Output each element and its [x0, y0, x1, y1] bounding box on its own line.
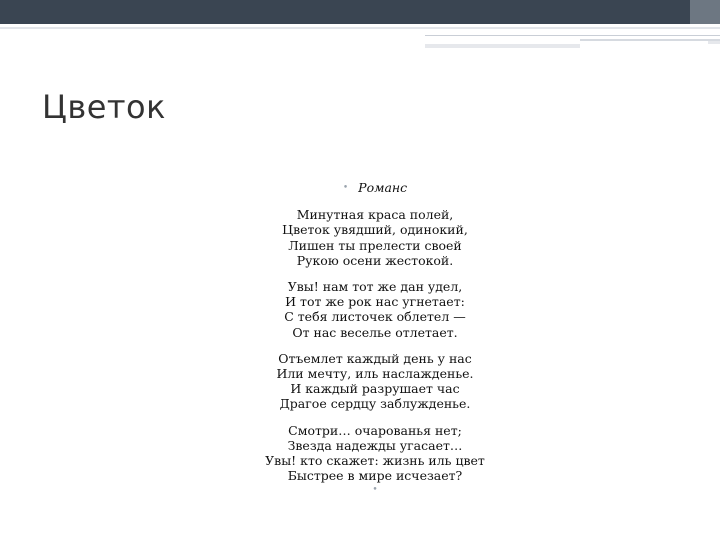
stanza — [220, 279, 530, 340]
poem-line: Лишен ты прелести своей — [288, 237, 462, 253]
poem-line: Увы! кто скажет: жизнь иль цвет — [265, 453, 485, 469]
stanza — [220, 351, 530, 412]
poem-line: Минутная краса полей, — [296, 207, 454, 223]
poem-line: Цветок увядший, одинокий, — [282, 222, 468, 238]
poem-line: И тот же рок нас угнетает: — [285, 294, 465, 310]
poem-heading — [220, 180, 530, 196]
poem-line: Звезда надежды угасает… — [287, 437, 463, 453]
poem-line: Драгое сердцу заблужденье. — [279, 396, 471, 412]
poem-line: Смотри… очарованья нет; — [288, 422, 462, 438]
poem-line: Отъемлет каждый день у нас — [278, 350, 472, 366]
slide-title: Цветок — [42, 88, 166, 126]
poem-line: С тебя листочек облетел — — [284, 309, 466, 325]
poem-line: Увы! нам тот же дан удел, — [287, 279, 463, 295]
poem-heading-text: Романс — [358, 180, 408, 195]
poem-line: И каждый разрушает час — [290, 381, 460, 397]
decorative-rule — [425, 44, 580, 48]
top-banner — [0, 0, 720, 24]
stanza — [220, 423, 530, 484]
poem-line: Быстрее в мире исчезает? — [287, 468, 463, 484]
decorative-rule — [425, 35, 720, 36]
decorative-rule — [708, 41, 720, 44]
decorative-rule — [580, 39, 720, 41]
top-banner-accent — [690, 0, 720, 24]
decorative-rule — [0, 27, 720, 29]
poem-line: Рукою осени жестокой. — [296, 252, 454, 268]
poem-line: От нас веселье отлетает. — [292, 324, 458, 340]
poem-body — [220, 180, 530, 495]
bullet-icon: • — [372, 485, 378, 496]
stanza — [220, 207, 530, 268]
bullet-icon: • — [342, 183, 349, 193]
poem-line: Или мечту, иль наслажденье. — [276, 366, 474, 382]
